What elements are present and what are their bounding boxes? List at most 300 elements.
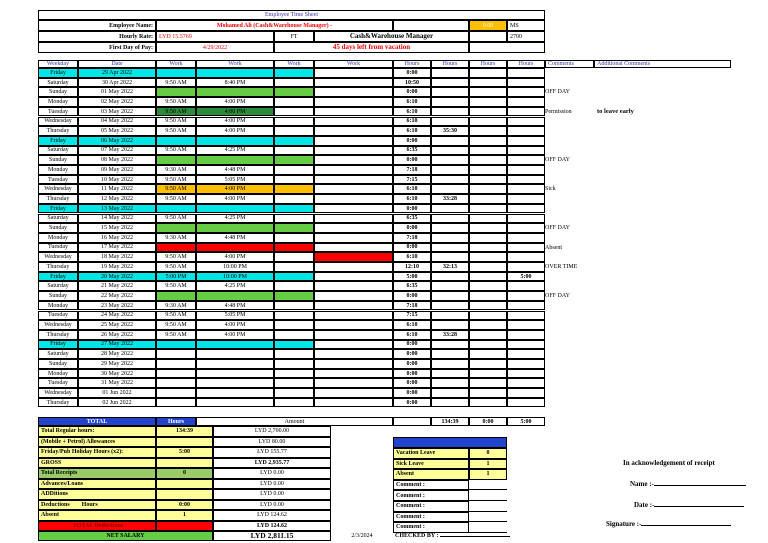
row-date: 30 May 2022 [78, 369, 156, 379]
row-week-hours [431, 223, 469, 233]
row-time-out [196, 68, 274, 78]
row-week-hours: 32:13 [431, 262, 469, 272]
row-work-4 [314, 262, 393, 272]
row-time-out: 10:00 PM [196, 262, 274, 272]
row-time-in [156, 388, 196, 398]
row-hours: 6:10 [393, 184, 431, 194]
row-overtime [507, 117, 545, 127]
row-hours: 0:00 [393, 349, 431, 359]
row-hours-3 [469, 117, 507, 127]
row-date: 19 May 2022 [78, 262, 156, 272]
row-date: 04 May 2022 [78, 117, 156, 127]
row-time-out [196, 136, 274, 146]
row-hours-3 [469, 87, 507, 97]
row-overtime [507, 184, 545, 194]
summary-label: TOTAL Deductions [38, 521, 156, 532]
row-weekday: Wednesday [38, 252, 78, 262]
row-weekday: Friday [38, 272, 78, 282]
row-hours-3 [469, 243, 507, 253]
receipt-title: In acknowledgement of receipt [623, 459, 715, 467]
row-weekday: Monday [38, 369, 78, 379]
row-time-out: 4:48 PM [196, 301, 274, 311]
row-hours-3 [469, 68, 507, 78]
row-time-out: 4:25 PM [196, 281, 274, 291]
row-additional-comment: to leave early [597, 107, 634, 115]
row-work-4 [314, 233, 393, 243]
row-overtime [507, 243, 545, 253]
row-work-4 [314, 320, 393, 330]
row-weekday: Friday [38, 136, 78, 146]
row-week-hours [431, 155, 469, 165]
row-week-hours [431, 107, 469, 117]
row-date: 12 May 2022 [78, 194, 156, 204]
row-work-3 [274, 136, 314, 146]
column-header: Date [78, 60, 156, 68]
row-date: 25 May 2022 [78, 320, 156, 330]
row-hours-3 [469, 78, 507, 88]
row-weekday: Sunday [38, 359, 78, 369]
row-week-hours [431, 359, 469, 369]
row-time-in: 9:50 AM [156, 281, 196, 291]
summary-label: Advances/Loans [38, 479, 156, 490]
row-overtime [507, 136, 545, 146]
row-week-hours [431, 117, 469, 127]
row-work-3 [274, 359, 314, 369]
row-weekday: Sunday [38, 155, 78, 165]
row-time-in [156, 155, 196, 165]
row-hours: 6:10 [393, 117, 431, 127]
row-overtime [507, 126, 545, 136]
row-weekday: Saturday [38, 349, 78, 359]
row-work-4 [314, 146, 393, 156]
leave-label: Comment : [393, 480, 469, 491]
row-hours: 0:00 [393, 136, 431, 146]
checked-by: CHECKED BY : [393, 531, 533, 541]
row-work-3 [274, 320, 314, 330]
row-hours-3 [469, 233, 507, 243]
receipt-signature: Signature :- [606, 520, 731, 528]
row-time-in: 9:50 AM [156, 78, 196, 88]
row-time-out [196, 291, 274, 301]
leave-value: 0 [469, 448, 507, 459]
row-hours: 6:10 [393, 330, 431, 340]
row-weekday: Thursday [38, 194, 78, 204]
header-empty-3 [469, 42, 545, 53]
leave-value: 1 [469, 459, 507, 470]
row-work-3 [274, 146, 314, 156]
row-overtime [507, 281, 545, 291]
row-time-out: 4:48 PM [196, 165, 274, 175]
row-work-4 [314, 272, 393, 282]
row-date: 20 May 2022 [78, 272, 156, 282]
row-weekday: Sunday [38, 291, 78, 301]
summary-hours [156, 521, 213, 532]
row-overtime [507, 311, 545, 321]
column-header: Work [274, 60, 314, 68]
row-work-3 [274, 398, 314, 408]
row-work-3 [274, 214, 314, 224]
row-time-in: 9:50 AM [156, 126, 196, 136]
row-hours-3 [469, 165, 507, 175]
row-week-hours [431, 311, 469, 321]
row-work-4 [314, 378, 393, 388]
leave-label: Comment : [393, 490, 469, 501]
summary-amount: LYD 124.62 [213, 521, 331, 532]
row-weekday: Sunday [38, 87, 78, 97]
row-date: 09 May 2022 [78, 165, 156, 175]
row-work-3 [274, 223, 314, 233]
summary-amount: LYD 0.00 [213, 479, 331, 490]
row-time-out [196, 223, 274, 233]
row-hours: 0:00 [393, 378, 431, 388]
row-date: 07 May 2022 [78, 146, 156, 156]
row-hours: 0:00 [393, 68, 431, 78]
row-overtime [507, 223, 545, 233]
row-date: 13 May 2022 [78, 204, 156, 214]
row-work-3 [274, 388, 314, 398]
row-week-hours [431, 252, 469, 262]
row-hours: 0:00 [393, 155, 431, 165]
totals-row [38, 417, 545, 426]
row-hours-3 [469, 184, 507, 194]
net-salary-label: NET SALARY [38, 531, 213, 541]
leave-value [469, 490, 507, 501]
row-weekday: Thursday [38, 330, 78, 340]
summary-hours [156, 458, 213, 469]
row-time-in: 9:50 AM [156, 184, 196, 194]
row-week-hours [431, 398, 469, 408]
row-date: 23 May 2022 [78, 301, 156, 311]
row-work-4 [314, 194, 393, 204]
row-work-4 [314, 78, 393, 88]
row-work-4 [314, 68, 393, 78]
ms-value: 2700 [507, 31, 545, 42]
row-overtime [507, 340, 545, 350]
row-work-3 [274, 97, 314, 107]
first-day: 4/29/2022 [156, 42, 274, 53]
row-hours: 7:18 [393, 165, 431, 175]
column-header: Hours [507, 60, 545, 68]
row-time-out: 4:00 PM [196, 97, 274, 107]
position: Cash&Warehouse Manager [314, 31, 469, 42]
row-date: 05 May 2022 [78, 126, 156, 136]
leave-value [469, 512, 507, 523]
row-date: 11 May 2022 [78, 184, 156, 194]
row-hours: 0:00 [393, 87, 431, 97]
hourly-rate-label: Hourly Rate: [38, 31, 156, 42]
row-hours: 10:50 [393, 78, 431, 88]
row-hours: 6:10 [393, 252, 431, 262]
row-hours: 0:00 [393, 291, 431, 301]
row-work-4 [314, 388, 393, 398]
row-time-in: 9:30 AM [156, 233, 196, 243]
row-work-4 [314, 126, 393, 136]
row-overtime [507, 398, 545, 408]
row-date: 02 Jun 2022 [78, 398, 156, 408]
row-work-3 [274, 68, 314, 78]
row-overtime [507, 320, 545, 330]
row-time-out: 4:25 PM [196, 146, 274, 156]
row-overtime [507, 349, 545, 359]
summary-amount: LYD 0.00 [213, 500, 331, 511]
totals-t3: 5:00 [507, 417, 545, 426]
row-weekday: Tuesday [38, 175, 78, 185]
row-time-in: 9:50 AM [156, 146, 196, 156]
row-hours: 7:18 [393, 233, 431, 243]
row-time-out: 4:25 PM [196, 214, 274, 224]
row-weekday: Friday [38, 68, 78, 78]
summary-label: Total Receipts [38, 468, 156, 479]
row-time-in [156, 87, 196, 97]
row-time-in: 9:50 AM [156, 214, 196, 224]
row-time-in [156, 291, 196, 301]
row-hours: 7:15 [393, 175, 431, 185]
row-overtime [507, 155, 545, 165]
row-date: 10 May 2022 [78, 175, 156, 185]
row-hours: 0:00 [393, 340, 431, 350]
sheet-title: Employee Time Sheet [38, 10, 545, 20]
row-overtime [507, 165, 545, 175]
net-salary-date: 2/3/2024 [351, 533, 373, 539]
row-week-hours [431, 281, 469, 291]
row-work-3 [274, 369, 314, 379]
row-hours-3 [469, 359, 507, 369]
vacation-note: 45 days left from vacation [274, 42, 469, 53]
first-day-label: First Day of Pay: [38, 42, 156, 53]
row-weekday: Tuesday [38, 378, 78, 388]
row-hours-3 [469, 107, 507, 117]
row-date: 16 May 2022 [78, 233, 156, 243]
row-time-out [196, 388, 274, 398]
row-time-out [196, 349, 274, 359]
row-work-4 [314, 330, 393, 340]
column-header: Comments [545, 60, 594, 68]
row-time-in [156, 68, 196, 78]
row-time-out: 4:48 PM [196, 233, 274, 243]
summary-hours: 0:00 [156, 500, 213, 511]
row-time-out: 4:00 PM [196, 107, 274, 117]
row-hours-3 [469, 214, 507, 224]
row-time-in [156, 369, 196, 379]
column-header: Hours [393, 60, 431, 68]
row-date: 29 May 2022 [78, 359, 156, 369]
row-work-4 [314, 136, 393, 146]
row-weekday: Wednesday [38, 388, 78, 398]
row-week-hours: 35:30 [431, 126, 469, 136]
row-hours: 0:00 [393, 223, 431, 233]
leave-label: Comment : [393, 512, 469, 523]
summary-amount: LYD 124.62 [213, 510, 331, 521]
row-hours-3 [469, 252, 507, 262]
row-work-3 [274, 311, 314, 321]
row-time-out: 4:00 PM [196, 320, 274, 330]
row-week-hours [431, 301, 469, 311]
row-weekday: Sunday [38, 223, 78, 233]
row-time-out: 4:00 PM [196, 252, 274, 262]
row-time-out [196, 87, 274, 97]
row-work-4 [314, 165, 393, 175]
row-hours-3 [469, 223, 507, 233]
row-date: 15 May 2022 [78, 223, 156, 233]
totals-hours-label: Hours [156, 417, 196, 426]
row-hours-3 [469, 378, 507, 388]
row-time-in [156, 349, 196, 359]
row-week-hours [431, 184, 469, 194]
leave-value [469, 501, 507, 512]
row-time-in: 9:30 AM [156, 165, 196, 175]
leave-label: Sick Leave [393, 459, 469, 470]
row-weekday: Monday [38, 233, 78, 243]
row-overtime [507, 359, 545, 369]
leave-label: Vacation Leave [393, 448, 469, 459]
row-time-out: 10:00 PM [196, 272, 274, 282]
summary-label: Absent [38, 510, 156, 521]
row-comment: OFF DAY [545, 293, 570, 300]
row-work-3 [274, 291, 314, 301]
row-work-3 [274, 378, 314, 388]
row-date: 26 May 2022 [78, 330, 156, 340]
row-hours: 0:00 [393, 398, 431, 408]
row-overtime [507, 175, 545, 185]
row-hours: 6:10 [393, 126, 431, 136]
summary-hours [156, 437, 213, 448]
row-comment: OFF DAY [545, 157, 570, 164]
header-empty-2 [469, 31, 507, 42]
row-date: 31 May 2022 [78, 378, 156, 388]
row-overtime [507, 378, 545, 388]
row-work-4 [314, 223, 393, 233]
row-work-4 [314, 252, 393, 262]
row-weekday: Wednesday [38, 117, 78, 127]
row-hours: 6:10 [393, 320, 431, 330]
row-comment: OVER TIME [545, 264, 578, 270]
summary-hours: 1 [156, 510, 213, 521]
ft-label: FT [274, 31, 314, 42]
row-overtime [507, 388, 545, 398]
row-work-3 [274, 233, 314, 243]
row-weekday: Monday [38, 301, 78, 311]
row-hours-3 [469, 281, 507, 291]
row-date: 28 May 2022 [78, 349, 156, 359]
header-empty [393, 20, 469, 31]
row-week-hours [431, 349, 469, 359]
row-work-4 [314, 184, 393, 194]
summary-amount: LYD 80.00 [213, 437, 331, 448]
receipt-date: Date :- [634, 501, 744, 509]
row-work-3 [274, 252, 314, 262]
row-week-hours [431, 204, 469, 214]
row-time-in: 9:50 AM [156, 320, 196, 330]
row-date: 06 May 2022 [78, 136, 156, 146]
row-work-3 [274, 262, 314, 272]
row-hours-3 [469, 398, 507, 408]
row-week-hours [431, 388, 469, 398]
row-hours-3 [469, 340, 507, 350]
summary-label: (Mobile + Petrol) Allowances [38, 437, 156, 448]
row-week-hours [431, 136, 469, 146]
row-hours: 6:10 [393, 194, 431, 204]
row-work-3 [274, 184, 314, 194]
row-hours: 6:35 [393, 281, 431, 291]
row-hours-3 [469, 155, 507, 165]
row-weekday: Saturday [38, 214, 78, 224]
row-work-4 [314, 117, 393, 127]
row-overtime [507, 194, 545, 204]
row-time-in [156, 223, 196, 233]
row-hours: 7:18 [393, 301, 431, 311]
row-date: 17 May 2022 [78, 243, 156, 253]
row-date: 03 May 2022 [78, 107, 156, 117]
row-overtime [507, 233, 545, 243]
row-hours: 6:10 [393, 107, 431, 117]
row-hours-3 [469, 97, 507, 107]
row-date: 22 May 2022 [78, 291, 156, 301]
row-weekday: Tuesday [38, 107, 78, 117]
row-time-out [196, 340, 274, 350]
row-date: 27 May 2022 [78, 340, 156, 350]
row-overtime [507, 369, 545, 379]
row-date: 14 May 2022 [78, 214, 156, 224]
totals-label: TOTAL [38, 417, 156, 426]
row-overtime [507, 97, 545, 107]
leave-label: Absent [393, 469, 469, 480]
row-week-hours [431, 291, 469, 301]
row-time-in: 5:00 PM [156, 272, 196, 282]
row-weekday: Saturday [38, 78, 78, 88]
row-date: 01 May 2022 [78, 87, 156, 97]
row-time-out [196, 243, 274, 253]
row-date: 02 May 2022 [78, 97, 156, 107]
row-date: 29 Apr 2022 [78, 68, 156, 78]
row-hours-3 [469, 194, 507, 204]
row-time-out: 4:00 PM [196, 126, 274, 136]
row-work-4 [314, 243, 393, 253]
row-hours: 12:10 [393, 262, 431, 272]
row-work-4 [314, 369, 393, 379]
leave-label: Comment : [393, 522, 469, 533]
summary-hours: 5:00 [156, 447, 213, 458]
row-work-3 [274, 78, 314, 88]
leave-label: Comment : [393, 501, 469, 512]
row-work-3 [274, 349, 314, 359]
row-time-in [156, 398, 196, 408]
summary-hours [156, 489, 213, 500]
row-hours-3 [469, 175, 507, 185]
row-time-in [156, 359, 196, 369]
row-time-in [156, 136, 196, 146]
row-work-3 [274, 243, 314, 253]
leave-value [469, 522, 507, 533]
row-work-4 [314, 155, 393, 165]
row-work-3 [274, 175, 314, 185]
row-hours-3 [469, 204, 507, 214]
row-time-out [196, 155, 274, 165]
column-header: Work [314, 60, 393, 68]
row-work-4 [314, 204, 393, 214]
row-date: 18 May 2022 [78, 252, 156, 262]
row-week-hours [431, 233, 469, 243]
row-hours-3 [469, 136, 507, 146]
row-hours: 0:00 [393, 359, 431, 369]
row-hours: 6:35 [393, 146, 431, 156]
row-overtime [507, 146, 545, 156]
row-work-3 [274, 204, 314, 214]
row-hours: 0:00 [393, 243, 431, 253]
row-work-4 [314, 281, 393, 291]
row-hours-3 [469, 349, 507, 359]
column-header: Weekday [38, 60, 78, 68]
column-header: Additional Comments [594, 60, 731, 68]
